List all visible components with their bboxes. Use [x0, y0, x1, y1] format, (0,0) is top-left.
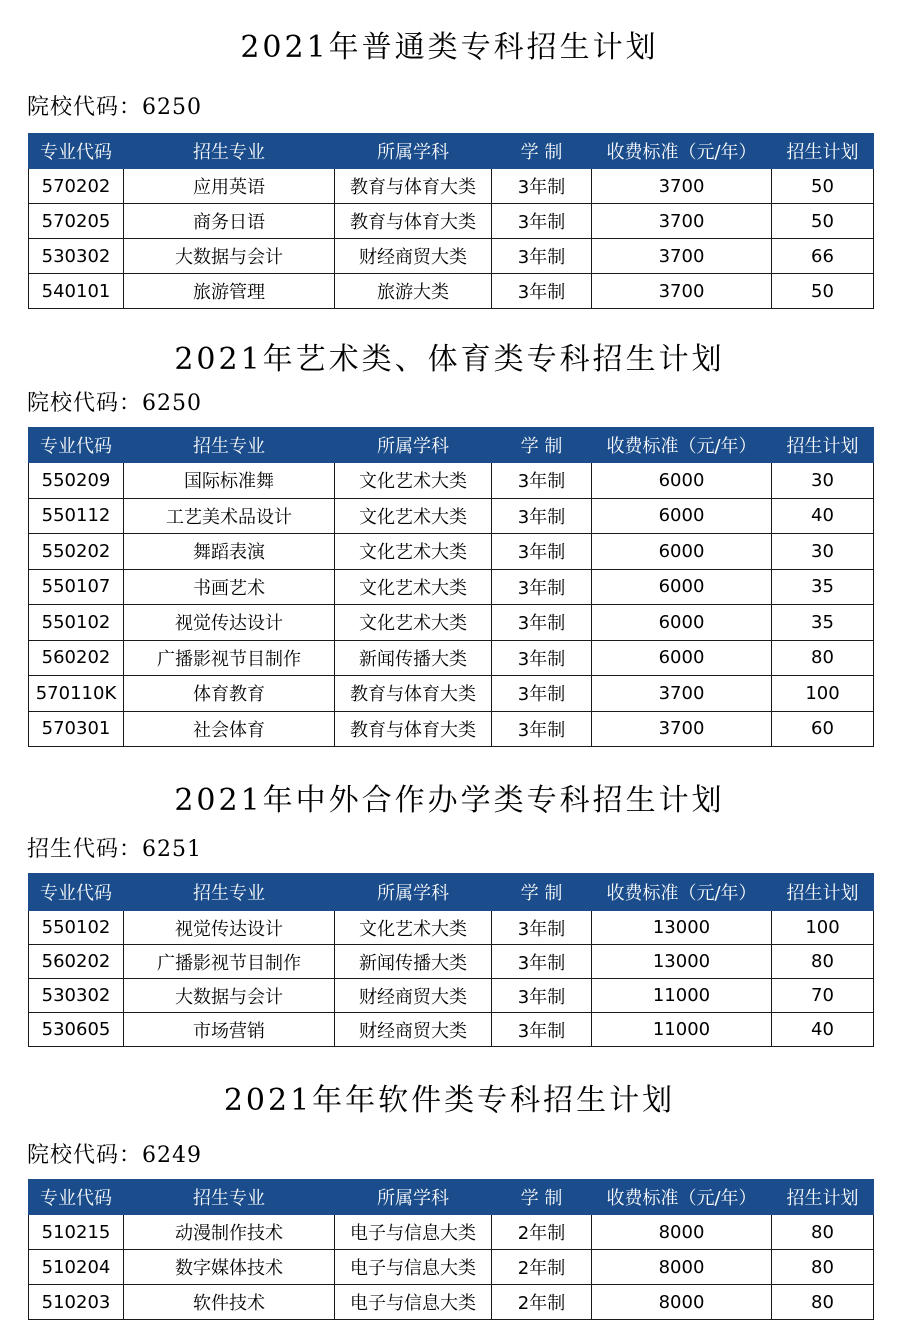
discipline-cell: 电子与信息大类 [335, 1250, 492, 1285]
header-tuition: 收费标准（元/年） [592, 428, 772, 463]
table-header-row [29, 428, 874, 463]
quota-cell: 80 [772, 1250, 874, 1285]
major-code-cell: 540101 [29, 274, 124, 309]
tuition-cell: 3700 [592, 676, 772, 712]
discipline-cell: 文化艺术大类 [335, 911, 492, 945]
discipline-cell: 旅游大类 [335, 274, 492, 309]
duration-cell: 3年制 [492, 274, 592, 309]
school-code: 招生代码：6251 [27, 837, 202, 862]
major-name-cell: 大数据与会计 [124, 979, 335, 1013]
duration-cell: 2年制 [492, 1285, 592, 1320]
header-quota: 招生计划 [772, 1180, 874, 1215]
major-code-cell: 530302 [29, 979, 124, 1013]
duration-cell: 3年制 [492, 169, 592, 204]
duration-cell: 3年制 [492, 711, 592, 747]
quota-cell: 30 [772, 463, 874, 499]
major-code-cell: 530605 [29, 1013, 124, 1047]
header-major-code: 专业代码 [29, 134, 124, 169]
tuition-cell: 3700 [592, 169, 772, 204]
header-duration: 学 制 [492, 428, 592, 463]
duration-cell: 3年制 [492, 463, 592, 499]
tuition-cell: 6000 [592, 534, 772, 570]
tuition-cell: 13000 [592, 945, 772, 979]
table-row [29, 1250, 874, 1285]
quota-cell: 40 [772, 498, 874, 534]
tuition-cell: 3700 [592, 239, 772, 274]
header-major-code: 专业代码 [29, 1180, 124, 1215]
duration-cell: 3年制 [492, 911, 592, 945]
table-header-row [29, 1180, 874, 1215]
tuition-cell: 8000 [592, 1285, 772, 1320]
header-major-name: 招生专业 [124, 1180, 335, 1215]
table-row [29, 569, 874, 605]
table-row [29, 711, 874, 747]
section-title: 2021年普通类专科招生计划 [240, 30, 659, 65]
duration-cell: 3年制 [492, 569, 592, 605]
duration-cell: 2年制 [492, 1215, 592, 1250]
school-code: 院校代码：6249 [27, 1143, 202, 1168]
major-code-cell: 510204 [29, 1250, 124, 1285]
major-code-cell: 550102 [29, 605, 124, 641]
duration-cell: 3年制 [492, 640, 592, 676]
discipline-cell: 财经商贸大类 [335, 979, 492, 1013]
table-row [29, 676, 874, 712]
table-header-row [29, 874, 874, 911]
discipline-cell: 教育与体育大类 [335, 204, 492, 239]
header-major-name: 招生专业 [124, 428, 335, 463]
section-title: 2021年中外合作办学类专科招生计划 [174, 783, 725, 818]
discipline-cell: 电子与信息大类 [335, 1285, 492, 1320]
header-duration: 学 制 [492, 874, 592, 911]
major-code-cell: 560202 [29, 945, 124, 979]
section-title: 2021年年软件类专科招生计划 [223, 1083, 676, 1118]
school-code: 院校代码：6250 [27, 95, 202, 120]
enrollment-table [28, 133, 874, 309]
major-name-cell: 工艺美术品设计 [124, 498, 335, 534]
header-quota: 招生计划 [772, 874, 874, 911]
major-code-cell: 560202 [29, 640, 124, 676]
tuition-cell: 6000 [592, 498, 772, 534]
major-name-cell: 市场营销 [124, 1013, 335, 1047]
header-tuition: 收费标准（元/年） [592, 134, 772, 169]
major-code-cell: 550209 [29, 463, 124, 499]
discipline-cell: 财经商贸大类 [335, 1013, 492, 1047]
tuition-cell: 3700 [592, 204, 772, 239]
header-quota: 招生计划 [772, 428, 874, 463]
major-name-cell: 旅游管理 [124, 274, 335, 309]
table-row [29, 274, 874, 309]
tuition-cell: 13000 [592, 911, 772, 945]
header-tuition: 收费标准（元/年） [592, 874, 772, 911]
major-name-cell: 动漫制作技术 [124, 1215, 335, 1250]
duration-cell: 3年制 [492, 605, 592, 641]
header-major-name: 招生专业 [124, 134, 335, 169]
major-name-cell: 软件技术 [124, 1285, 335, 1320]
quota-cell: 35 [772, 569, 874, 605]
header-tuition: 收费标准（元/年） [592, 1180, 772, 1215]
header-major-code: 专业代码 [29, 874, 124, 911]
major-code-cell: 550107 [29, 569, 124, 605]
major-name-cell: 应用英语 [124, 169, 335, 204]
quota-cell: 35 [772, 605, 874, 641]
quota-cell: 50 [772, 169, 874, 204]
tuition-cell: 3700 [592, 711, 772, 747]
header-major-code: 专业代码 [29, 428, 124, 463]
tuition-cell: 3700 [592, 274, 772, 309]
major-name-cell: 广播影视节目制作 [124, 640, 335, 676]
discipline-cell: 教育与体育大类 [335, 676, 492, 712]
duration-cell: 2年制 [492, 1250, 592, 1285]
header-discipline: 所属学科 [335, 428, 492, 463]
table-row [29, 945, 874, 979]
quota-cell: 80 [772, 640, 874, 676]
quota-cell: 80 [772, 1215, 874, 1250]
discipline-cell: 新闻传播大类 [335, 640, 492, 676]
major-name-cell: 体育教育 [124, 676, 335, 712]
table-row [29, 1285, 874, 1320]
duration-cell: 3年制 [492, 498, 592, 534]
quota-cell: 66 [772, 239, 874, 274]
major-name-cell: 视觉传达设计 [124, 911, 335, 945]
quota-cell: 60 [772, 711, 874, 747]
duration-cell: 3年制 [492, 979, 592, 1013]
tuition-cell: 8000 [592, 1215, 772, 1250]
quota-cell: 100 [772, 676, 874, 712]
major-name-cell: 商务日语 [124, 204, 335, 239]
header-discipline: 所属学科 [335, 874, 492, 911]
major-code-cell: 570301 [29, 711, 124, 747]
major-name-cell: 视觉传达设计 [124, 605, 335, 641]
discipline-cell: 文化艺术大类 [335, 498, 492, 534]
quota-cell: 80 [772, 945, 874, 979]
table-row [29, 1013, 874, 1047]
header-quota: 招生计划 [772, 134, 874, 169]
duration-cell: 3年制 [492, 1013, 592, 1047]
table-row [29, 1215, 874, 1250]
major-name-cell: 大数据与会计 [124, 239, 335, 274]
duration-cell: 3年制 [492, 945, 592, 979]
header-duration: 学 制 [492, 1180, 592, 1215]
duration-cell: 3年制 [492, 204, 592, 239]
table-row [29, 534, 874, 570]
tuition-cell: 6000 [592, 463, 772, 499]
quota-cell: 50 [772, 204, 874, 239]
quota-cell: 50 [772, 274, 874, 309]
discipline-cell: 文化艺术大类 [335, 605, 492, 641]
school-code: 院校代码：6250 [27, 391, 202, 416]
discipline-cell: 电子与信息大类 [335, 1215, 492, 1250]
table-row [29, 640, 874, 676]
quota-cell: 40 [772, 1013, 874, 1047]
header-major-name: 招生专业 [124, 874, 335, 911]
tuition-cell: 6000 [592, 569, 772, 605]
table-row [29, 239, 874, 274]
discipline-cell: 文化艺术大类 [335, 534, 492, 570]
quota-cell: 70 [772, 979, 874, 1013]
major-code-cell: 550202 [29, 534, 124, 570]
major-code-cell: 550102 [29, 911, 124, 945]
major-name-cell: 舞蹈表演 [124, 534, 335, 570]
table-row [29, 605, 874, 641]
table-row [29, 498, 874, 534]
table-header-row [29, 134, 874, 169]
major-code-cell: 550112 [29, 498, 124, 534]
discipline-cell: 文化艺术大类 [335, 569, 492, 605]
major-name-cell: 数字媒体技术 [124, 1250, 335, 1285]
major-name-cell: 社会体育 [124, 711, 335, 747]
major-code-cell: 510215 [29, 1215, 124, 1250]
tuition-cell: 11000 [592, 979, 772, 1013]
tuition-cell: 6000 [592, 640, 772, 676]
major-name-cell: 国际标准舞 [124, 463, 335, 499]
table-row [29, 463, 874, 499]
major-code-cell: 530302 [29, 239, 124, 274]
discipline-cell: 文化艺术大类 [335, 463, 492, 499]
discipline-cell: 教育与体育大类 [335, 169, 492, 204]
quota-cell: 100 [772, 911, 874, 945]
duration-cell: 3年制 [492, 534, 592, 570]
discipline-cell: 新闻传播大类 [335, 945, 492, 979]
major-name-cell: 书画艺术 [124, 569, 335, 605]
discipline-cell: 教育与体育大类 [335, 711, 492, 747]
table-row [29, 169, 874, 204]
major-name-cell: 广播影视节目制作 [124, 945, 335, 979]
section-title: 2021年艺术类、体育类专科招生计划 [174, 342, 725, 377]
enrollment-table [28, 427, 874, 747]
major-code-cell: 570202 [29, 169, 124, 204]
header-discipline: 所属学科 [335, 134, 492, 169]
table-row [29, 204, 874, 239]
quota-cell: 80 [772, 1285, 874, 1320]
tuition-cell: 8000 [592, 1250, 772, 1285]
tuition-cell: 6000 [592, 605, 772, 641]
major-code-cell: 510203 [29, 1285, 124, 1320]
discipline-cell: 财经商贸大类 [335, 239, 492, 274]
duration-cell: 3年制 [492, 239, 592, 274]
duration-cell: 3年制 [492, 676, 592, 712]
major-code-cell: 570205 [29, 204, 124, 239]
major-code-cell: 570110K [29, 676, 124, 712]
table-row [29, 979, 874, 1013]
enrollment-table [28, 1179, 874, 1320]
header-discipline: 所属学科 [335, 1180, 492, 1215]
table-row [29, 911, 874, 945]
quota-cell: 30 [772, 534, 874, 570]
tuition-cell: 11000 [592, 1013, 772, 1047]
header-duration: 学 制 [492, 134, 592, 169]
enrollment-table [28, 873, 874, 1047]
